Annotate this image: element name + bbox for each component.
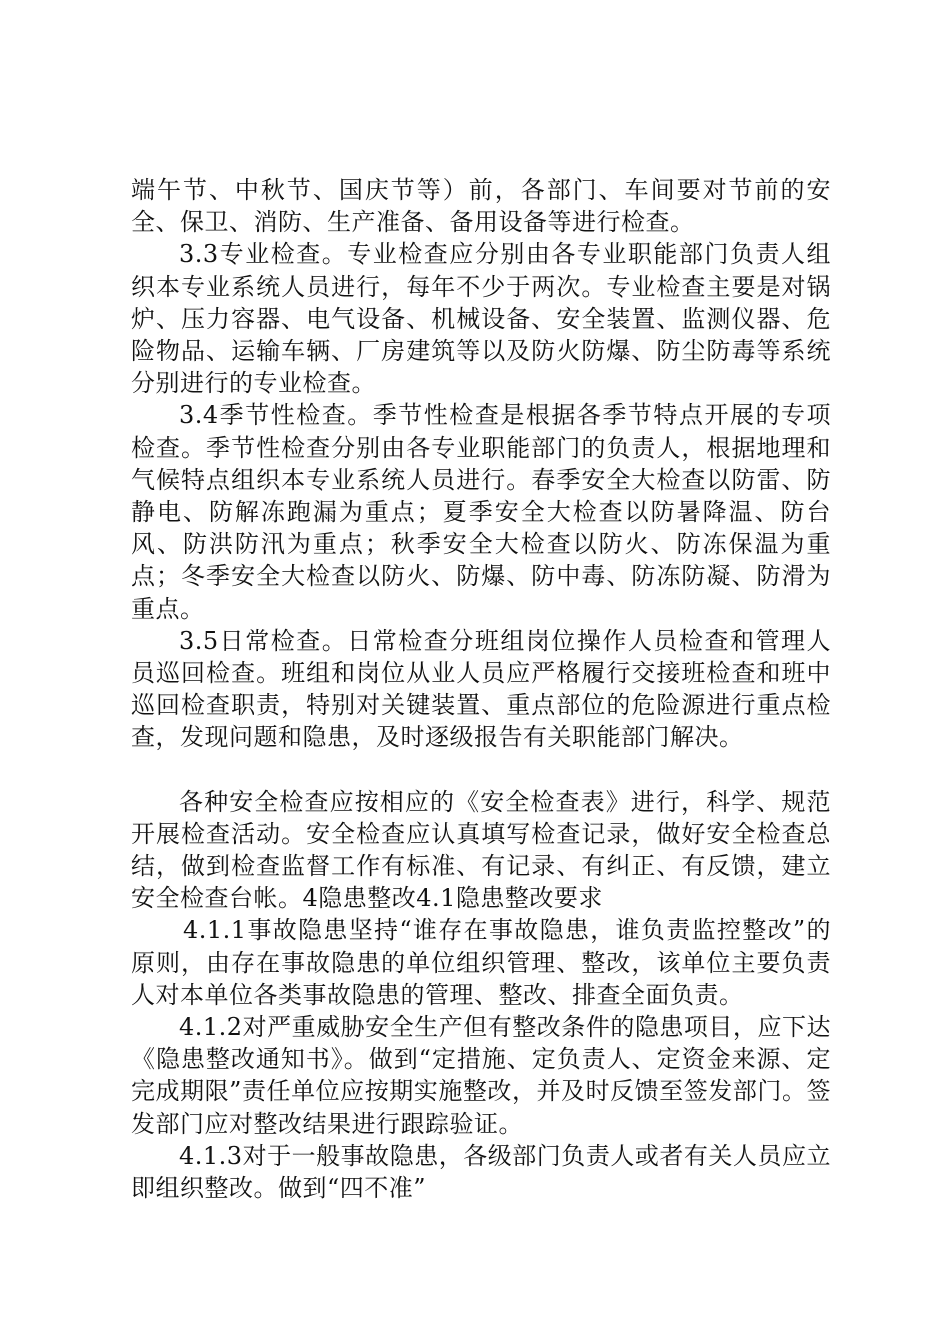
paragraph-4-1-3: 4.1.3对于一般事故隐患，各级部门负责人或者有关人员应立即组织整改。做到“四不准” xyxy=(131,1141,831,1203)
paragraph-3-3-professional-check: 3.3专业检查。专业检查应分别由各专业职能部门负责人组织本专业系统人员进行，每年不少于两次。专业检查主要是对锅炉、压力容器、电气设备、机械设备、安全装置、监测仪器、危险物品、运输车辆、厂房建筑等以及防火防爆、防尘防毒等系统分别进行的专业检查。 xyxy=(131,240,831,398)
paragraph-checklist-requirements: 各种安全检查应按相应的《安全检查表》进行，科学、规范开展检查活动。安全检查应认真填写检查记录，做好安全检查总结，做到检查监督工作有标准、有记录、有纠正、有反馈，建立安全检查台帐。4隐患整改4.1隐患整改要求 xyxy=(131,787,831,913)
paragraph-4-1-1: 4.1.1事故隐患坚持“谁存在事故隐患，谁负责监控整改”的原则，由存在事故隐患的单位组织管理、整改，该单位主要负责人对本单位各类事故隐患的管理、整改、排查全面负责。 xyxy=(131,916,831,1009)
paragraph-holiday-check: 端午节、中秋节、国庆节等）前，各部门、车间要对节前的安全、保卫、消防、生产准备、备用设备等进行检查。 xyxy=(131,176,831,237)
document-body xyxy=(131,174,831,1204)
paragraph-3-5-daily-check: 3.5日常检查。日常检查分班组岗位操作人员检查和管理人员巡回检查。班组和岗位从业人员应严格履行交接班检查和班中巡回检查职责，特别对关键装置、重点部位的危险源进行重点检查，发现问题和隐患，及时逐级报告有关职能部门解决。 xyxy=(131,626,831,752)
paragraph-gap xyxy=(131,754,831,786)
paragraph-3-4-seasonal-check: 3.4季节性检查。季节性检查是根据各季节特点开展的专项检查。季节性检查分别由各专业职能部门的负责人，根据地理和气候特点组织本专业系统人员进行。春季安全大检查以防雷、防静电、防解冻跑漏为重点；夏季安全大检查以防暑降温、防台风、防洪防汛为重点；秋季安全大检查以防火、防冻保温为重点；冬季安全大检查以防火、防爆、防中毒、防冻防凝、防滑为重点。 xyxy=(131,401,831,623)
paragraph-4-1-2: 4.1.2对严重威胁安全生产但有整改条件的隐患项目，应下达《隐患整改通知书》。做到“定措施、定负责人、定资金来源、定完成期限”责任单位应按期实施整改，并及时反馈至签发部门。签发部门应对整改结果进行跟踪验证。 xyxy=(131,1013,831,1138)
